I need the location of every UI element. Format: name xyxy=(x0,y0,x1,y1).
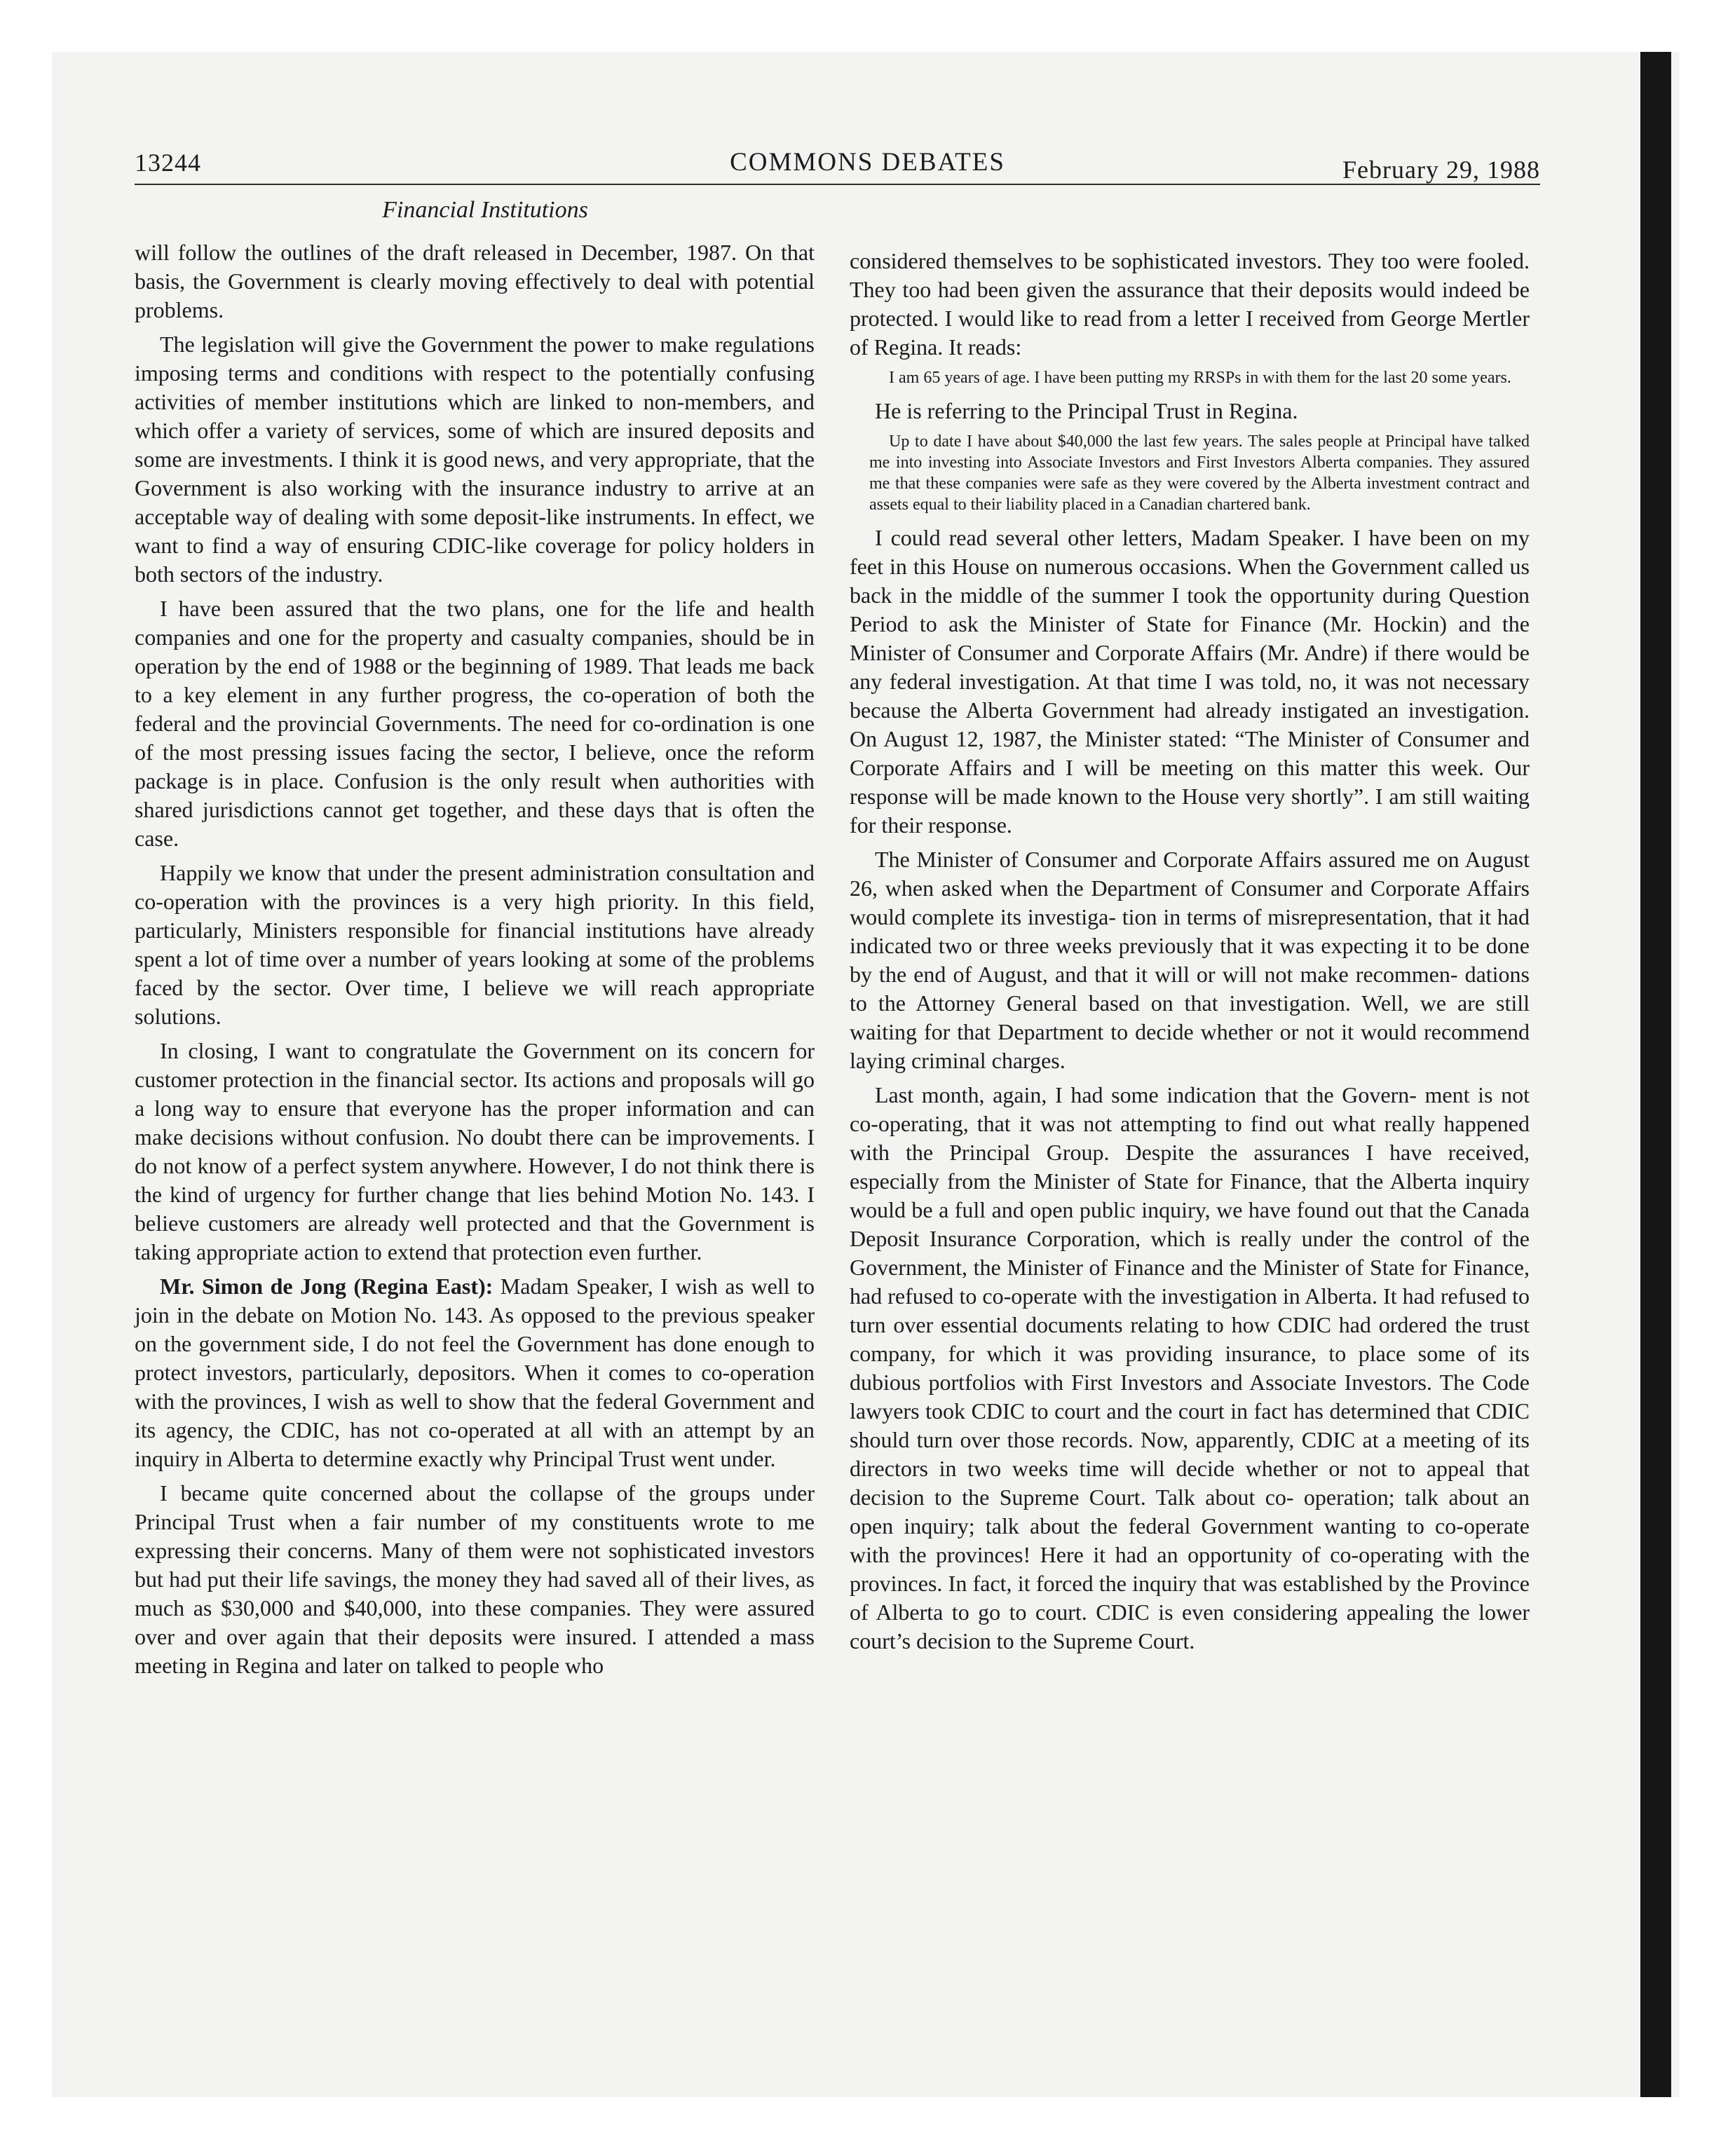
left-column xyxy=(135,238,815,1686)
page-number: 13244 xyxy=(135,149,201,177)
paragraph: The Minister of Consumer and Corporate Affairs assured me on August 26, when asked when the Department of Consumer and Corporate Affairs would complete its investiga- tion in terms of misrepresentation, that it had indicated two or three weeks previously that it was expecting it to be done by the end of August, and that it will or will not make recommen- dations to the Attorney General based on that investigation. Well, we are still waiting for that Department to decide whether or not it would recommend laying criminal charges. xyxy=(850,847,1530,1073)
scan-binding-edge xyxy=(1640,52,1671,2097)
paragraph: Last month, again, I had some indication that the Govern- ment is not co-operating, that it was not attempting to find out what really happened with the Principal Group. Despite the assurances I have received, especially from the Minister of State for Finance, that the Alberta inquiry would be a full and open public inquiry, we have found out that the Canada Deposit Insurance Corporation, which is really under the control of the Government, the Minister of Finance and the Minister of State for Finance, had refused to co-operate with the investigation in Alberta. It had refused to turn over essential documents relating to how CDIC had ordered the trust company, for which it was providing insurance, to place some of its dubious portfolios with First Investors and Associate Investors. The Code lawyers took CDIC to court and the court in fact has determined that CDIC should turn over those records. Now, apparently, CDIC at a meeting of its directors in two weeks time will decide whether or not to appeal that decision to the Supreme Court. Talk about co- operation; talk about an open inquiry; talk about the federal Government wanting to co-operate with the provinces! Here it had an opportunity of co-operating with the provinces. In fact, it forced the inquiry that was established by the Province of Alberta to go to court. CDIC is even considering appealing the lower court’s decision to the Supreme Court. xyxy=(850,1082,1530,1653)
section-title: Financial Institutions xyxy=(382,197,588,223)
speaker-name: Mr. Simon de Jong (Regina East): xyxy=(160,1274,494,1299)
letter-quote: I am 65 years of age. I have been putting my RRSPs in with them for the last 20 some years. xyxy=(889,369,1511,387)
right-column xyxy=(850,247,1530,1661)
paragraph: I became quite concerned about the collapse of the groups under Principal Trust when a fair number of my constituents wrote to me expressing their concerns. Many of them were not sophisticated investors but had put their life savings, the money they had saved all of their lives, as much as $30,000 and $40,000, into these companies. They were assured over and over again that their deposits were insured. I attended a mass meeting in Regina and later on talked to people who xyxy=(135,1480,815,1678)
paragraph: considered themselves to be sophisticated investors. They too were fooled. They too had been given the assurance that their deposits would indeed be protected. I would like to read from a letter I received from George Mertler of Regina. It reads: xyxy=(850,248,1530,360)
paragraph: I could read several other letters, Madam Speaker. I have been on my feet in this House on numerous occasions. When the Government called us back in the middle of the summer I took the opportunity during Question Period to ask the Minister of State for Finance (Mr. Hockin) and the Minister of Consumer and Corporate Affairs (Mr. Andre) if there would be any federal investigation. At that time I was told, no, it was not necessary because the Alberta Government had already instigated an investigation. On August 12, 1987, the Minister stated: “The Minister of Consumer and Corporate Affairs and I will be meeting on this matter this week. Our response will be made known to the House very shortly”. I am still waiting for their response. xyxy=(850,525,1530,838)
header-rule xyxy=(135,184,1540,185)
publication-date: February 29, 1988 xyxy=(1342,156,1540,184)
paragraph: The legislation will give the Government the power to make regulations imposing terms and conditions with respect to the potentially confusing activities of member institutions which are linked to non-members, and which offer a variety of services, some of which are insured deposits and some are investments. I think it is good news, and very appropriate, that the Government is also working with the insurance industry to arrive at an acceptable way of dealing with some deposit-like instruments. In effect, we want to find a way of ensuring CDIC-like coverage for policy holders in both sectors of the industry. xyxy=(135,332,815,587)
letter-quote: Up to date I have about $40,000 the last few years. The sales people at Principal have talked me into investing into Associate Investors and First Investors Alberta companies. They assured me that these companies were safe as they were covered by the Alberta investment contract and assets equal to their liability placed in a Canadian chartered bank. xyxy=(869,432,1530,514)
paragraph: He is referring to the Principal Trust in Regina. xyxy=(875,398,1298,423)
paragraph: I have been assured that the two plans, one for the life and health companies and one for the property and casualty companies, should be in operation by the end of 1988 or the beginning of 1989. That leads me back to a key element in any further progress, the co-operation of both the federal and the provincial Governments. The need for co-ordination is one of the most pressing issues facing the sector, I believe, once the reform package is in place. Confusion is the only result when authorities with shared jurisdictions cannot get together, and these days that is often the case. xyxy=(135,596,815,851)
paragraph: In closing, I want to congratulate the Government on its concern for customer protection in the financial sector. Its actions and proposals will go a long way to ensure that everyone has the proper information and can make decisions without confusion. No doubt there can be improvements. I do not know of a perfect system anywhere. However, I do not think there is the kind of urgency for further change that lies behind Motion No. 143. I believe customers are already well protected and that the Government is taking appropriate action to extend that protection even further. xyxy=(135,1038,815,1264)
paragraph: Happily we know that under the present administration consultation and co-operation with the provinces is a very high priority. In this field, particularly, Ministers responsible for financial institutions have already spent a lot of time over a number of years looking at some of the problems faced by the sector. Over time, I believe we will reach appropriate solutions. xyxy=(135,860,815,1029)
speaker-paragraph xyxy=(135,1272,815,1473)
paragraph: will follow the outlines of the draft released in December, 1987. On that basis, the Government is clearly moving effectively to deal with potential problems. xyxy=(135,240,815,322)
speaker-text: Madam Speaker, I wish as well to join in the debate on Motion No. 143. As opposed to the previous speaker on the government side, I do not feel the Government has done enough to protect investors, particularly, depositors. When it comes to co-operation with the provinces, I wish as well to show that the federal Government and its agency, the CDIC, has not co-operated at all with an attempt by an inquiry in Alberta to determine exactly why Principal Trust went under. xyxy=(135,1274,815,1471)
publication-title: COMMONS DEBATES xyxy=(730,148,1005,177)
